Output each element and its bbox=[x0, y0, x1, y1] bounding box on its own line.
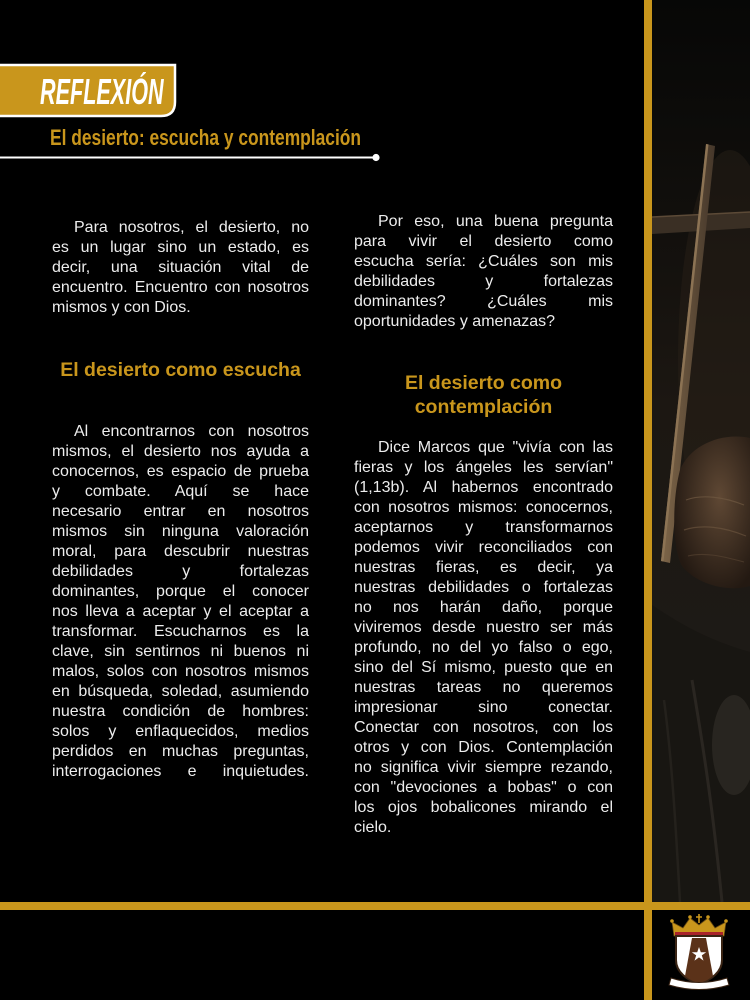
text-line: los ojos bobalicones mirando el bbox=[354, 799, 613, 816]
text-line: aceptarnos y transformarnos bbox=[354, 519, 613, 536]
text-line: podemos vivir reconciliados con bbox=[354, 539, 613, 556]
text-line: cielo. bbox=[354, 819, 392, 836]
text-line: mismos sin ninguna valoración bbox=[52, 523, 309, 540]
text-line: Conectar con nosotros, con los bbox=[354, 719, 613, 736]
text-line: encuentro. Encuentro con nosotros bbox=[52, 279, 309, 296]
text-line: y combate. Aquí se hace bbox=[52, 483, 309, 500]
text-line: mismos y con Dios. bbox=[52, 299, 191, 316]
vertical-gold-bar bbox=[644, 0, 652, 1000]
text-line: moral, para descubrir nuestras bbox=[52, 543, 309, 560]
right-column bbox=[354, 0, 613, 900]
text-line: nos lleva a aceptar y el aceptar a bbox=[52, 603, 309, 620]
text-line: no nos harán daño, porque bbox=[354, 599, 613, 616]
text-line: nuestras fieras, es decir, ya bbox=[354, 559, 613, 576]
text-line: nuestras tareas no queremos bbox=[354, 679, 613, 696]
text-line: dominantes? ¿Cuáles mis bbox=[354, 293, 613, 310]
section-label: REFLEXIÓN bbox=[40, 71, 164, 112]
intro-paragraph bbox=[52, 218, 309, 318]
text-line: viviremos desde nuestro ser más bbox=[354, 619, 613, 636]
text-line: escucha sería: ¿Cuáles son mis bbox=[354, 253, 613, 270]
text-line: sino del Sí mismo, puesto que en bbox=[354, 659, 613, 676]
text-line: debilidades y fortalezas bbox=[52, 563, 309, 580]
text-line: oportunidades y amenazas? bbox=[354, 313, 556, 330]
text-line: decir, una situación vital de bbox=[52, 259, 309, 276]
text-line: es un lugar sino un estado, es bbox=[52, 239, 309, 256]
coat-of-arms-logo bbox=[666, 914, 732, 994]
text-line: impresionar sino conectar. bbox=[354, 699, 613, 716]
cross-painting-image bbox=[652, 0, 750, 902]
text-line: solos y enflaquecidos, medios bbox=[52, 723, 309, 740]
text-line: no significa vivir siempre rezando, bbox=[354, 759, 613, 776]
text-line: Para nosotros, el desierto, no bbox=[74, 219, 309, 236]
horizontal-gold-bar bbox=[0, 902, 750, 910]
section-heading: El desierto como escucha bbox=[60, 359, 301, 381]
intro-paragraph bbox=[354, 212, 613, 332]
text-line: transformar. Escucharnos es la bbox=[52, 623, 309, 640]
text-line: (1,13b). Al habernos encontrado bbox=[354, 479, 613, 496]
text-line: conocernos, es espacio de prueba bbox=[52, 463, 309, 480]
text-line: nuestras debilidades o fortalezas bbox=[354, 579, 613, 596]
text-line: Por eso, una buena pregunta bbox=[378, 213, 613, 230]
text-line: para vivir el desierto como bbox=[354, 233, 613, 250]
text-line: fieras y los ángeles les servían" bbox=[354, 459, 613, 476]
text-line: clave, sin sentirnos ni buenos ni bbox=[52, 643, 309, 660]
text-line: Dice Marcos que "vivía con las bbox=[378, 439, 613, 456]
left-column bbox=[52, 0, 309, 900]
text-line: Al encontrarnos con nosotros bbox=[74, 423, 309, 440]
text-line: otros y con Dios. Contemplación bbox=[354, 739, 613, 756]
text-line: necesario entrar en nosotros bbox=[52, 503, 309, 520]
text-line: en búsqueda, soledad, asumiendo bbox=[52, 683, 309, 700]
text-line: debilidades y fortalezas bbox=[354, 273, 613, 290]
text-line: interrogaciones e inquietudes. bbox=[52, 763, 309, 780]
body-paragraph bbox=[52, 422, 309, 782]
text-line: nuestra condición de hombres: bbox=[52, 703, 309, 720]
text-line: dominantes, porque el conocer bbox=[52, 583, 309, 600]
body-paragraph bbox=[354, 438, 613, 838]
text-line: malos, solos con nosotros mismos bbox=[52, 663, 309, 680]
page-title: El desierto: escucha y contemplación bbox=[50, 125, 362, 150]
text-line: con "devociones a bobas" o con bbox=[354, 779, 613, 796]
section-heading: El desierto como contemplación bbox=[404, 372, 563, 418]
text-line: profundo, no del yo falso o ego, bbox=[354, 639, 613, 656]
text-line: perdidos en muchas preguntas, bbox=[52, 743, 309, 760]
text-line: mismos, el desierto nos ayuda a bbox=[52, 443, 309, 460]
text-line: con nosotros mismos: conocernos, bbox=[354, 499, 613, 516]
